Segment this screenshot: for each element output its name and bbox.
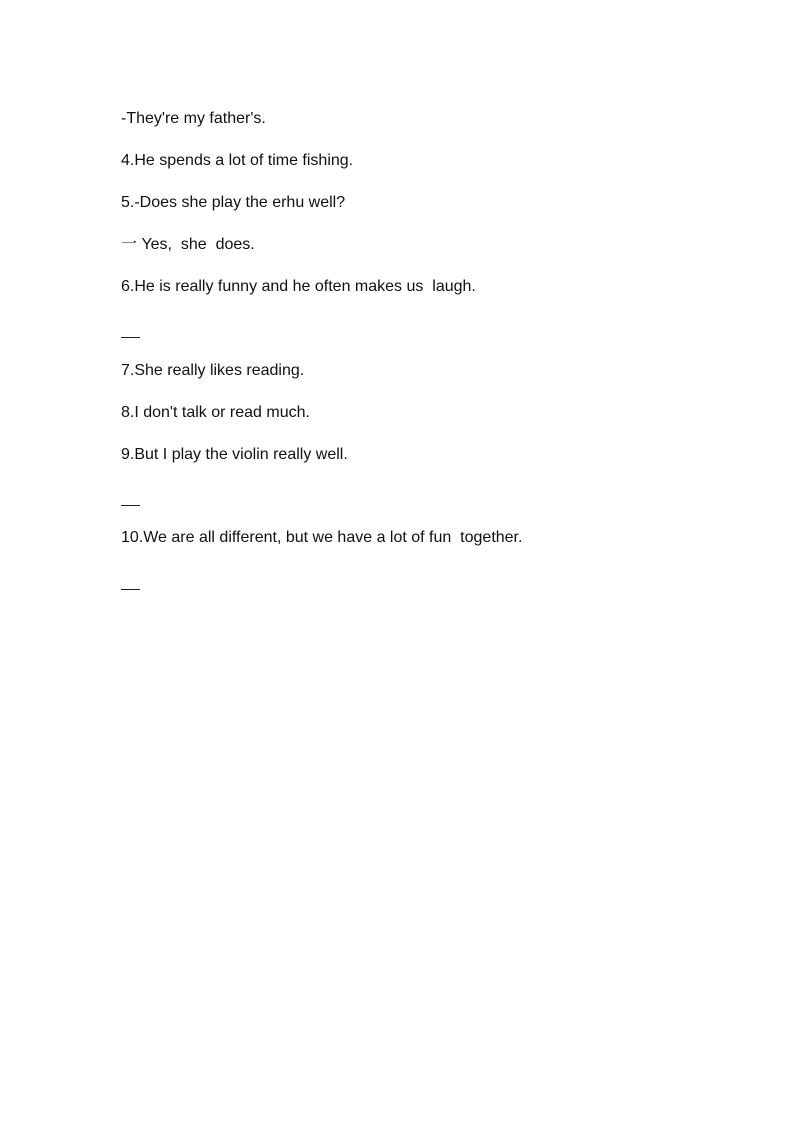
blank-underline [121, 337, 140, 338]
answer-line-3-reply: -They're my father's. [121, 110, 266, 127]
answer-line-7: 7.She really likes reading. [121, 362, 305, 379]
answer-line-4: 4.He spends a lot of time fishing. [121, 152, 354, 169]
answer-line-6: 6.He is really funny and he often makes us laugh. [121, 278, 476, 295]
answer-line-5-question: 5.-Does she play the erhu well? [121, 194, 346, 211]
answer-line-8: 8.I don't talk or read much. [121, 404, 310, 421]
blank-underline [121, 505, 140, 506]
blank-underline [121, 589, 140, 590]
answer-line-5-reply: 一 Yes, she does. [121, 236, 255, 253]
answer-line-10: 10.We are all different, but we have a lot of fun together. [121, 529, 523, 546]
answer-line-9: 9.But I play the violin really well. [121, 446, 348, 463]
